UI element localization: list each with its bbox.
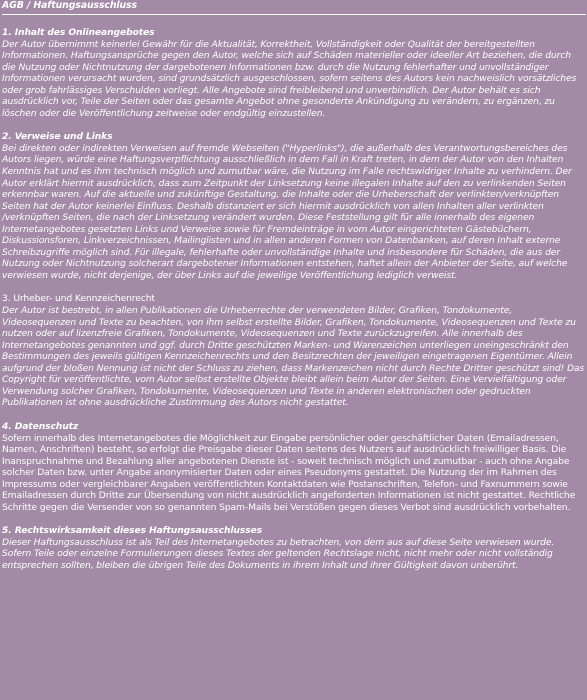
section-heading: 5. Rechtswirksamkeit dieses Haftungsausschlusses: [2, 525, 263, 537]
page-title: AGB / Haftungsausschluss: [2, 0, 137, 11]
section-heading: 4. Datenschutz: [2, 420, 79, 432]
section-body: Dieser Haftungsausschluss ist als Teil des Internetangebotes zu betrachten, von dem aus auf diese Seite verwiesen wurde. Sofern Teile oder einzelne Formulierungen dieses Textes der geltenden Rechtslage nicht, nicht mehr oder nicht vollständig entsprechen sollten, bleiben die übrigen Teile des Dokuments in ihrem Inhalt und ihrer Gültigkeit davon unberührt.: [2, 536, 555, 571]
section-heading: 1. Inhalt des Onlineangebotes: [2, 27, 155, 38]
section-heading: 2. Verweise und Links: [2, 131, 113, 143]
title-divider: [2, 14, 586, 15]
section-privacy: [2, 421, 586, 513]
section-copyright: [2, 293, 586, 408]
section-validity: [2, 525, 586, 571]
section-body: Bei direkten oder indirekten Verweisen auf fremde Webseiten ("Hyperlinks"), die außerhalb des Verantwortungsbereiches des Autors liegen, würde eine Haftungsverpflichtung ausschließlich in dem Fall in Kraft treten, in dem der Autor von den Inhalten Kenntnis hat und es ihm technisch möglich und zumutbar wäre, die Nutzung im Falle rechtswidriger Inhalte zu verhindern. Der Autor erklärt hiermit ausdrücklich, dass zum Zeitpunkt der Linksetzung keine illegalen Inhalte auf den zu verlinkenden Seiten erkennbar waren. Auf die aktuelle und zukünftige Gestaltung, die Inhalte oder die Urheberschaft der verlinkten/verknüpften Seiten hat der Autor keinerlei Einfluss. Deshalb distanziert er sich hiermit ausdrücklich von allen Inhalten aller verlinkten /verknüpften Seiten, die nach der Linksetzung verändert wurden. Diese Feststellung gilt für alle innerhalb des eigenen Internetangebotes gesetzten Links und Verweise sowie für Fremdeinträge in vom Autor eingerichteten Gästebüchern, Diskussionsforen, Linkverzeichnissen, Mailinglisten und in allen anderen Formen von Datenbanken, auf deren Inhalt externe Schreibzugriffe möglich sind. Für illegale, fehlerhafte oder unvollständige Inhalte und insbesondere für Schäden, die aus der Nutzung oder Nichtnutzung solcherart dargebotener Informationen entstehen, haftet allein der Anbieter der Seite, auf welche verwiesen wurde, nicht derjenige, der über Links auf die jeweilige Veröffentlichung lediglich verweist.: [2, 142, 572, 281]
section-body: Der Autor ist bestrebt, in allen Publikationen die Urheberrechte der verwendeten Bilder, Grafiken, Tondokumente, Videosequenzen und Texte zu beachten, von ihm selbst erstellte Bilder, Grafiken, Tondokumente, Videosequenzen und Texte zu nutzen oder auf lizenzfreie Grafiken, Tondokumente, Videosequenzen und Texte zurückzugreifen. Alle innerhalb des Internetangebotes genannten und ggf. durch Dritte geschützten Marken- und Warenzeichen unterliegen uneingeschränkt den Bestimmungen des jeweils gültigen Kennzeichenrechts und den Besitzrechten der jeweiligen eingetragenen Eigentümer. Allein aufgrund der bloßen Nennung ist nicht der Schluss zu ziehen, dass Markenzeichen nicht durch Rechte Dritter geschützt sind! Das Copyright für veröffentlichte, vom Autor selbst erstellte Objekte bleibt allein beim Autor der Seiten. Eine Vervielfältigung oder Verwendung solcher Grafiken, Tondokumente, Videosequenzen und Texte in anderen elektronischen oder gedruckten Publikationen ist ohne ausdrückliche Zustimmung des Autors nicht gestattet.: [2, 305, 585, 409]
section-heading: 3. Urheber- und Kennzeichenrecht: [2, 293, 155, 305]
section-links: [2, 131, 586, 281]
section-body: Sofern innerhalb des Internetangebotes die Möglichkeit zur Eingabe persönlicher oder geschäftlicher Daten (Emailadressen, Namen, Anschriften) besteht, so erfolgt die Preisgabe dieser Daten seitens des Nutzers auf ausdrücklich freiwilliger Basis. Die Inanspruchnahme und Bezahlung aller angebotenen Dienste ist - soweit technisch möglich und zumutbar - auch ohne Angabe solcher Daten bzw. unter Angabe anonymisierter Daten oder eines Pseudonyms gestattet. Die Nutzung der im Rahmen des Impressums oder vergleichbarer Angaben veröffentlichten Kontaktdaten wie Postanschriften, Telefon- und Faxnummern sowie Emailadressen durch Dritte zur Übersendung von nicht ausdrücklich angeforderten Informationen ist nicht gestattet. Rechtliche Schritte gegen die Versender von so genannten Spam-Mails bei Verstößen gegen dieses Verbot sind ausdrücklich vorbehalten.: [2, 432, 576, 513]
section-content: [2, 27, 586, 119]
section-body: Der Autor übernimmt keinerlei Gewähr für die Aktualität, Korrektheit, Vollständigkeit oder Qualität der bereitgestellten Informationen. Haftungsansprüche gegen den Autor, welche sich auf Schäden materieller oder ideeller Art beziehen, die durch die Nutzung oder Nichtnutzung der dargebotenen Informationen bzw. durch die Nutzung fehlerhafter und unvollständiger Informationen verursacht wurden, sind grundsätzlich ausgeschlossen, sofern seitens des Autors kein nachweislich vorsätzliches oder grob fahrlässiges Verschulden vorliegt. Alle Angebote sind freibleibend und unverbindlich. Der Autor behält es sich ausdrücklich vor, Teile der Seiten oder das gesamte Angebot ohne gesonderte Ankündigung zu verändern, zu ergänzen, zu löschen oder die Veröffentlichung zeitweise oder endgültig einzustellen.: [2, 38, 577, 119]
